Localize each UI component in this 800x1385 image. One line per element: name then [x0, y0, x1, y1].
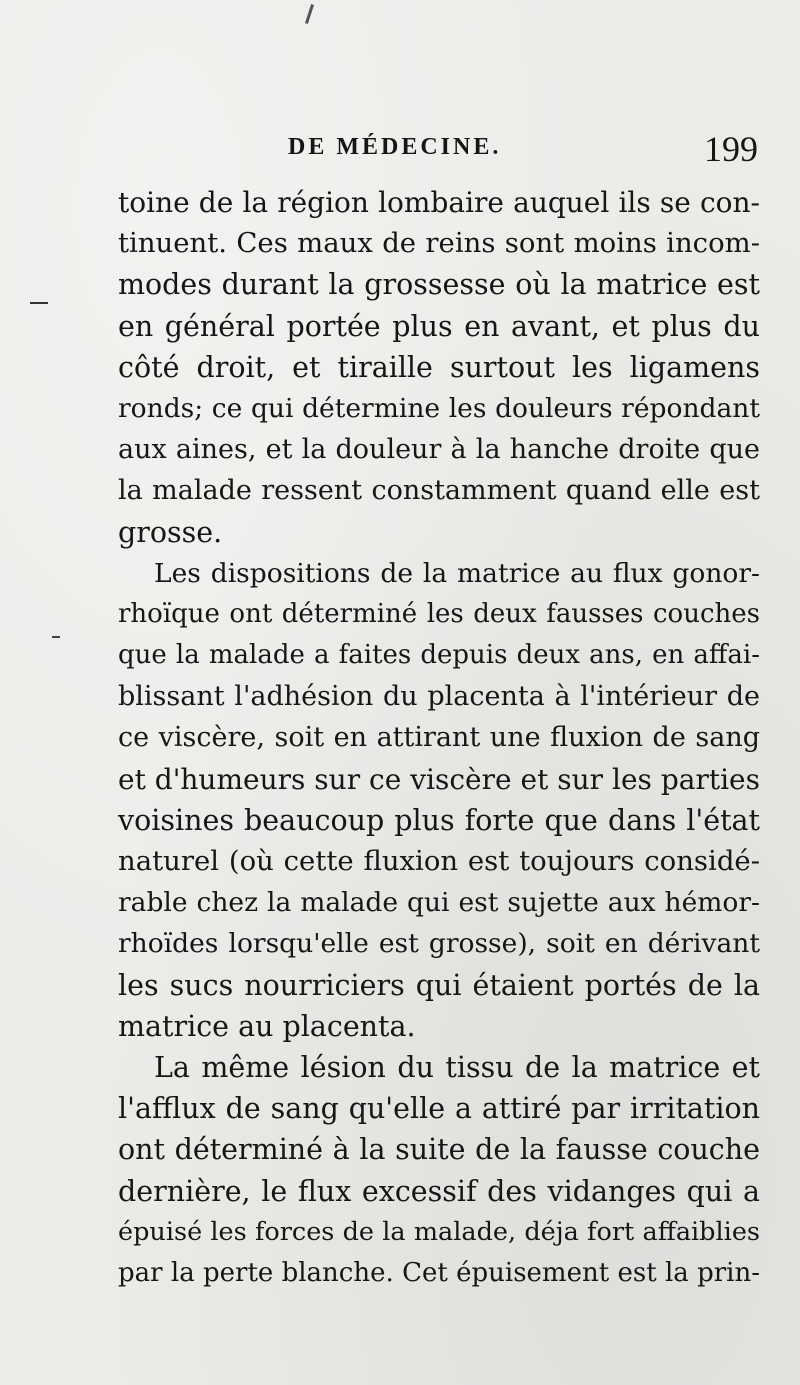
text-line: rhoïdes lorsqu'elle est grosse), soit en dérivant	[118, 928, 760, 960]
text-line: ce viscère, soit en attirant une fluxion de sang	[118, 722, 760, 754]
text-line: par la perte blanche. Cet épuisement est la prin-	[118, 1257, 760, 1288]
text-line: rable chez la malade qui est sujette aux hémor-	[118, 887, 760, 919]
text-line: grosse.	[118, 515, 223, 549]
body-text	[118, 182, 760, 1294]
text-line: Les dispositions de la matrice au flux gonor-	[154, 557, 760, 589]
text-line: La même lésion du tissu de la matrice et	[154, 1050, 760, 1084]
text-line: naturel (où cette fluxion est toujours considé-	[118, 845, 760, 877]
text-line: toine de la région lombaire auquel ils se con-	[118, 186, 760, 219]
text-line: ronds; ce qui détermine les douleurs répondant	[118, 392, 760, 424]
ink-mark	[305, 4, 314, 24]
text-line: ont déterminé à la suite de la fausse couche	[118, 1133, 760, 1167]
text-line: côté droit, et tiraille surtout les ligamens	[118, 350, 760, 384]
margin-mark	[30, 302, 48, 304]
text-line: dernière, le flux excessif des vidanges qui a	[118, 1174, 760, 1208]
page-number: 199	[704, 129, 758, 169]
text-line: l'afflux de sang qu'elle a attiré par irritation	[118, 1092, 760, 1126]
text-line: en général portée plus en avant, et plus du	[118, 309, 760, 343]
text-line: tinuent. Ces maux de reins sont moins incom-	[118, 227, 760, 260]
text-line: et d'humeurs sur ce viscère et sur les parties	[118, 762, 760, 796]
text-line: rhoïque ont déterminé les deux fausses couches	[118, 598, 760, 629]
text-line: modes durant la grossesse où la matrice est	[118, 268, 760, 302]
margin-mark	[52, 636, 60, 638]
text-line: aux aines, et la douleur à la hanche droite que	[118, 434, 760, 466]
header-title: DE MÉDECINE.	[288, 134, 502, 160]
text-line: voisines beaucoup plus forte que dans l'état	[118, 803, 760, 837]
text-line: que la malade a faites depuis deux ans, en affai-	[118, 640, 760, 671]
text-line: blissant l'adhésion du placenta à l'intérieur de	[118, 681, 760, 713]
running-head	[110, 118, 770, 178]
text-line: la malade ressent constamment quand elle est	[118, 475, 760, 507]
text-line: épuisé les forces de la malade, déja fort affaiblies	[118, 1216, 760, 1247]
text-line: matrice au placenta.	[118, 1009, 416, 1043]
text-line: les sucs nourriciers qui étaient portés de la	[118, 968, 760, 1002]
